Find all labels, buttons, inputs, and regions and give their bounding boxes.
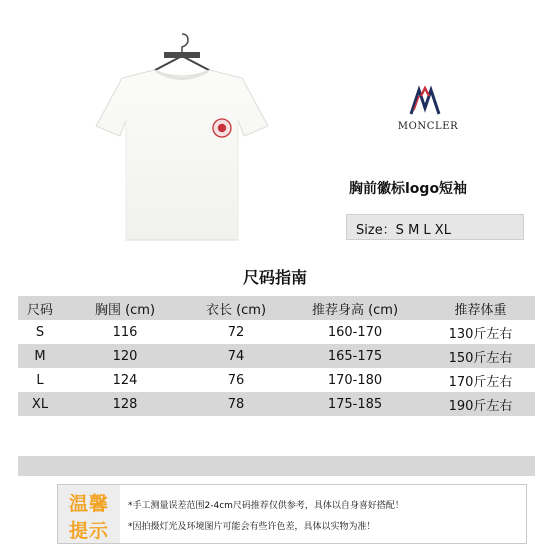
moncler-logo-icon [405, 84, 445, 118]
cell-size: S [35, 324, 45, 340]
cell-weight: 150斤左右 [448, 350, 513, 366]
header-weight: 推荐体重 [454, 302, 507, 318]
product-photo [92, 30, 272, 230]
tips-text-color: *因拍摄灯光及环境图片可能会有些许色差，具体以实物为准！ [128, 522, 376, 532]
cell-chest: 128 [112, 396, 138, 412]
cell-height: 165-175 [327, 348, 383, 364]
header-height: 推荐身高 (cm) [311, 302, 399, 318]
cell-height: 160-170 [327, 324, 383, 340]
cell-weight: 190斤左右 [448, 398, 513, 414]
header-length: 衣长 (cm) [205, 302, 267, 318]
cell-chest: 124 [112, 372, 138, 388]
tips-text-measurement: *手工测量误差范围2-4cm尺码推荐仅供参考，具体以自身喜好搭配！ [128, 501, 404, 511]
product-title: 胸前徽标logo短袖 [349, 181, 468, 197]
cell-length: 74 [227, 348, 245, 364]
cell-chest: 116 [112, 324, 138, 340]
header-size: 尺码 [26, 302, 53, 318]
size-table [18, 296, 535, 440]
cell-length: 76 [227, 372, 245, 388]
cell-size: L [36, 372, 44, 388]
size-guide-title: 尺码指南 [242, 268, 307, 287]
cell-height: 170-180 [327, 372, 383, 388]
cell-size: XL [31, 396, 49, 412]
tips-box [57, 484, 527, 544]
size-options-label: Size：S M L XL [356, 223, 451, 238]
table-row [18, 320, 535, 344]
cell-size: M [34, 348, 46, 364]
cell-length: 78 [227, 396, 245, 412]
cell-length: 72 [227, 324, 245, 340]
table-spacer-row [18, 416, 535, 440]
cell-weight: 170斤左右 [448, 374, 513, 390]
tips-badge-line1: 温馨 [68, 493, 109, 515]
header-chest: 胸围 (cm) [94, 302, 156, 318]
table-row [18, 368, 535, 392]
tips-badge [58, 485, 120, 543]
cell-weight: 130斤左右 [448, 326, 513, 342]
brand-name: MONCLER [397, 121, 459, 132]
tshirt-image [92, 48, 272, 248]
cell-chest: 120 [112, 348, 138, 364]
tips-badge-line2: 提示 [68, 520, 109, 542]
size-options-box [346, 214, 524, 240]
divider-band [18, 456, 535, 476]
table-row [18, 344, 535, 368]
table-header-row [18, 296, 535, 320]
table-row [18, 392, 535, 416]
chest-patch-logo [213, 119, 231, 137]
cell-height: 175-185 [327, 396, 383, 412]
